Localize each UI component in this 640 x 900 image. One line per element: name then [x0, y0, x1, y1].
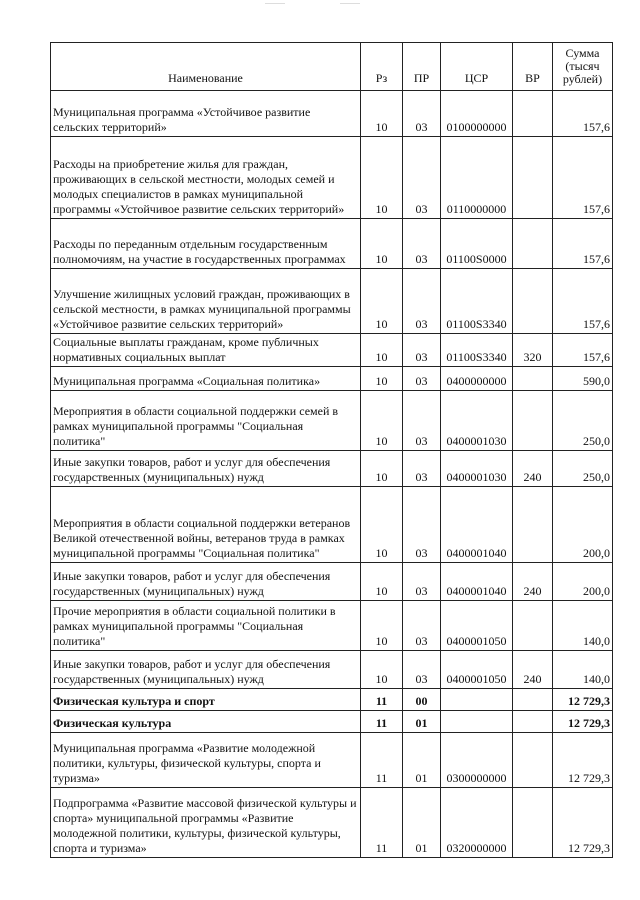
header-name: Наименование	[51, 43, 361, 91]
row-vr: 240	[513, 451, 553, 487]
row-sum: 157,6	[553, 269, 613, 334]
row-name: Муниципальная программа «Устойчивое развитие сельских территорий»	[51, 91, 361, 137]
row-sum: 12 729,3	[553, 689, 613, 711]
row-csr: 0400001050	[441, 601, 513, 651]
row-name: Иные закупки товаров, работ и услуг для обеспечения государственных (муниципальных) нужд	[51, 451, 361, 487]
row-pr: 03	[403, 137, 441, 219]
table-row	[51, 91, 613, 137]
row-vr	[513, 367, 553, 391]
row-pr: 03	[403, 391, 441, 451]
row-vr: 240	[513, 563, 553, 601]
row-rz: 11	[361, 733, 403, 788]
table-row	[51, 451, 613, 487]
scan-mark	[340, 3, 360, 4]
table-row	[51, 563, 613, 601]
row-csr: 0300000000	[441, 733, 513, 788]
row-vr	[513, 91, 553, 137]
table-row	[51, 269, 613, 334]
table-row	[51, 137, 613, 219]
row-vr	[513, 219, 553, 269]
row-csr: 0400001040	[441, 487, 513, 563]
row-csr: 0400001030	[441, 451, 513, 487]
table-header-row	[51, 43, 613, 91]
row-csr: 01100S3340	[441, 269, 513, 334]
row-vr	[513, 711, 553, 733]
row-sum: 157,6	[553, 334, 613, 367]
row-sum: 250,0	[553, 451, 613, 487]
row-rz: 10	[361, 367, 403, 391]
row-rz: 11	[361, 689, 403, 711]
row-sum: 140,0	[553, 651, 613, 689]
table-row	[51, 487, 613, 563]
row-name: Муниципальная программа «Социальная политика»	[51, 367, 361, 391]
budget-table	[50, 42, 613, 858]
row-rz: 10	[361, 487, 403, 563]
row-rz: 11	[361, 711, 403, 733]
table-row	[51, 219, 613, 269]
table-row	[51, 733, 613, 788]
row-sum: 200,0	[553, 563, 613, 601]
row-pr: 03	[403, 269, 441, 334]
header-rz: Рз	[361, 43, 403, 91]
row-name: Мероприятия в области социальной поддержки семей в рамках муниципальной программы "Социальная политика"	[51, 391, 361, 451]
row-pr: 03	[403, 601, 441, 651]
row-name: Иные закупки товаров, работ и услуг для обеспечения государственных (муниципальных) нужд	[51, 563, 361, 601]
row-rz: 10	[361, 601, 403, 651]
row-csr: 01100S0000	[441, 219, 513, 269]
row-rz: 10	[361, 219, 403, 269]
row-name: Физическая культура и спорт	[51, 689, 361, 711]
row-sum: 12 729,3	[553, 733, 613, 788]
table-row	[51, 651, 613, 689]
row-name: Муниципальная программа «Развитие молодежной политики, культуры, физической культуры, спорта и туризма»	[51, 733, 361, 788]
row-csr: 0400000000	[441, 367, 513, 391]
header-sum: Сумма (тысяч рублей)	[553, 43, 613, 91]
row-sum: 12 729,3	[553, 711, 613, 733]
row-pr: 01	[403, 733, 441, 788]
row-vr	[513, 689, 553, 711]
row-vr	[513, 487, 553, 563]
row-name: Подпрограмма «Развитие массовой физической культуры и спорта» муниципальной программы «Развитие молодежной политики, культуры, физической культуры, спорта и туризма»	[51, 788, 361, 858]
row-name: Физическая культура	[51, 711, 361, 733]
row-name: Иные закупки товаров, работ и услуг для обеспечения государственных (муниципальных) нужд	[51, 651, 361, 689]
row-sum: 157,6	[553, 91, 613, 137]
table-row	[51, 689, 613, 711]
row-rz: 10	[361, 137, 403, 219]
row-csr: 0320000000	[441, 788, 513, 858]
row-rz: 10	[361, 391, 403, 451]
row-csr: 0100000000	[441, 91, 513, 137]
row-csr: 0110000000	[441, 137, 513, 219]
header-csr: ЦСР	[441, 43, 513, 91]
row-csr: 01100S3340	[441, 334, 513, 367]
row-vr	[513, 788, 553, 858]
row-vr	[513, 137, 553, 219]
row-csr	[441, 689, 513, 711]
row-csr: 0400001030	[441, 391, 513, 451]
row-sum: 200,0	[553, 487, 613, 563]
row-csr	[441, 711, 513, 733]
row-pr: 03	[403, 367, 441, 391]
row-pr: 01	[403, 711, 441, 733]
table-row	[51, 788, 613, 858]
row-rz: 11	[361, 788, 403, 858]
row-rz: 10	[361, 334, 403, 367]
row-sum: 590,0	[553, 367, 613, 391]
row-vr	[513, 601, 553, 651]
row-vr	[513, 391, 553, 451]
row-rz: 10	[361, 651, 403, 689]
row-name: Мероприятия в области социальной поддержки ветеранов Великой отечественной войны, ветеранов труда в рамках муниципальной программы "Социальная политика"	[51, 487, 361, 563]
row-rz: 10	[361, 563, 403, 601]
row-sum: 157,6	[553, 219, 613, 269]
row-name: Улучшение жилищных условий граждан, проживающих в сельской местности, в рамках муниципальной программы «Устойчивое развитие сельских территорий»	[51, 269, 361, 334]
header-pr: ПР	[403, 43, 441, 91]
row-pr: 03	[403, 91, 441, 137]
row-vr	[513, 733, 553, 788]
row-pr: 03	[403, 563, 441, 601]
row-pr: 00	[403, 689, 441, 711]
row-vr	[513, 269, 553, 334]
row-pr: 03	[403, 487, 441, 563]
row-vr: 320	[513, 334, 553, 367]
table-row	[51, 391, 613, 451]
row-vr: 240	[513, 651, 553, 689]
row-csr: 0400001040	[441, 563, 513, 601]
row-rz: 10	[361, 269, 403, 334]
row-pr: 03	[403, 651, 441, 689]
row-csr: 0400001050	[441, 651, 513, 689]
row-sum: 250,0	[553, 391, 613, 451]
row-sum: 157,6	[553, 137, 613, 219]
table-row	[51, 367, 613, 391]
row-name: Расходы на приобретение жилья для граждан, проживающих в сельской местности, молодых семей и молодых специалистов в рамках муниципальной программы «Устойчивое развитие сельских территорий»	[51, 137, 361, 219]
row-name: Социальные выплаты гражданам, кроме публичных нормативных социальных выплат	[51, 334, 361, 367]
row-sum: 140,0	[553, 601, 613, 651]
row-pr: 01	[403, 788, 441, 858]
row-pr: 03	[403, 219, 441, 269]
row-pr: 03	[403, 334, 441, 367]
row-rz: 10	[361, 451, 403, 487]
scan-mark	[265, 3, 285, 4]
row-rz: 10	[361, 91, 403, 137]
row-sum: 12 729,3	[553, 788, 613, 858]
row-name: Расходы по переданным отдельным государственным полномочиям, на участие в государственных программах	[51, 219, 361, 269]
table-row	[51, 334, 613, 367]
table-row	[51, 711, 613, 733]
header-vr: ВР	[513, 43, 553, 91]
row-pr: 03	[403, 451, 441, 487]
table-row	[51, 601, 613, 651]
row-name: Прочие мероприятия в области социальной политики в рамках муниципальной программы "Социальная политика"	[51, 601, 361, 651]
